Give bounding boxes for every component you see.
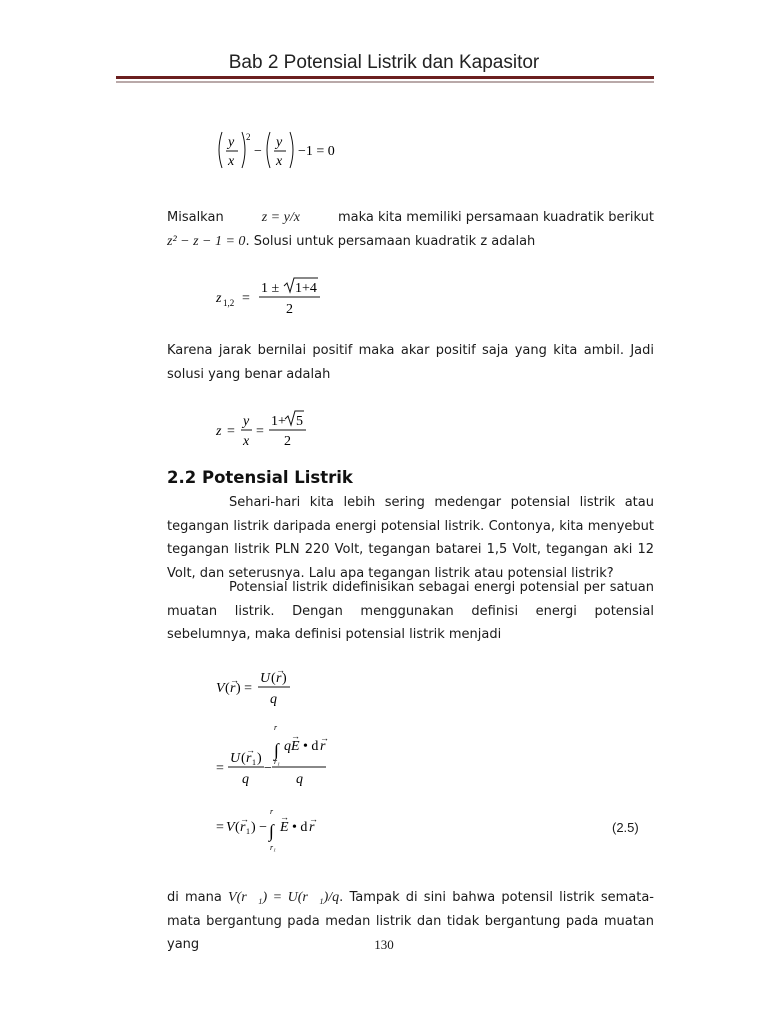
text-misalkan: Misalkan [167,210,224,225]
svg-text:→: → [230,675,239,685]
svg-text:U: U [230,751,241,766]
svg-text:y: y [243,414,250,429]
svg-text:1 ±: 1 ± [261,281,280,296]
svg-text:r: r [276,671,282,686]
text-di-mana: di mana [167,890,222,905]
svg-text:z: z [216,291,222,306]
svg-text:=: = [227,424,235,439]
svg-text:−1 = 0: −1 = 0 [298,144,335,159]
svg-text:x: x [276,154,283,169]
equation-quadratic-solution [214,275,324,319]
svg-text:• d: • d [303,739,319,754]
svg-text:2: 2 [284,434,291,449]
svg-text:→: → [320,733,329,743]
svg-text:−: − [254,144,262,159]
svg-text:r: r [240,820,246,835]
svg-text:y: y [228,135,235,150]
svg-text:1,2: 1,2 [223,298,235,308]
svg-text:r: r [246,751,252,766]
svg-text:→: → [276,668,285,675]
text-quadratic-intro: maka kita memiliki persamaan kuadratik berikut [337,210,654,225]
svg-text:∫: ∫ [269,821,274,841]
section-heading: 2.2 Potensial Listrik [167,468,353,487]
header-rule-dark [116,76,654,79]
svg-text:→: → [280,812,289,822]
svg-text:U: U [260,671,271,686]
svg-text:q: q [296,772,303,787]
equation-number: (2.5) [612,820,639,835]
paragraph-everyday-voltage: Sehari-hari kita lebih sering medengar potensial listrik atau tegangan listrik daripada energi potensial listrik. Contonya, kita menyebut tegangan listrik PLN 220 Volt, tegangan batarei 1,5 Volt, tegangan aki 12 Volt, dan seterusnya. Lalu apa tegangan listrik atau potensial listrik? [167,495,654,581]
svg-text:qE: qE [284,739,300,754]
inline-math-v-def: V(r⃗₁) = U(r⃗₁)/q [228,890,340,905]
svg-text:r₁: r₁ [270,843,276,852]
svg-text:5: 5 [296,414,303,429]
svg-text:• d: • d [292,820,308,835]
svg-text:y: y [276,135,283,150]
text-conclusion: . Tampak di sini bahwa potensil listrik semata-mata bergantung pada medan listrik dan tidak bergantung pada muatan yang [167,890,654,952]
svg-text:V: V [226,820,235,835]
svg-text:z: z [216,424,222,439]
svg-text:1+4: 1+4 [295,281,317,296]
svg-text:(: ( [271,671,276,686]
svg-text:V: V [216,681,225,696]
svg-text:) −: ) − [251,820,268,835]
svg-text:): ) [282,671,287,686]
equation-potential-derivation [214,668,344,858]
svg-text:2: 2 [246,132,251,142]
svg-text:x: x [243,434,250,449]
svg-text:1: 1 [252,758,256,767]
svg-text:∫: ∫ [274,740,279,760]
svg-text:r₁: r₁ [274,757,280,766]
svg-text:r: r [274,723,278,732]
svg-text:) =: ) = [236,681,253,696]
svg-text:r: r [270,807,274,816]
svg-text:2: 2 [286,302,293,317]
svg-text:=: = [242,291,250,306]
svg-text:r: r [230,681,236,696]
svg-text:): ) [257,751,262,766]
svg-text:1: 1 [246,827,250,836]
svg-text:(: ( [225,681,230,696]
inline-math-z-def: z = y/x [261,210,300,225]
svg-text:q: q [270,692,277,707]
svg-text:=: = [216,761,224,776]
text-solution-intro: . Solusi untuk persamaan kuadratik z adalah [245,233,536,249]
equation-golden-ratio [214,409,314,453]
page-number: 130 [374,937,394,952]
svg-text:r: r [320,739,326,754]
svg-text:1+: 1+ [271,414,286,429]
svg-text:→: → [240,814,249,824]
running-header: Bab 2 Potensial Listrik dan Kapasitor [228,52,540,73]
svg-text:−: − [264,761,272,776]
svg-text:q: q [242,772,249,787]
svg-text:(: ( [241,751,246,766]
inline-math-quadratic: z² − z − 1 = 0 [167,233,246,249]
header-rule-light [116,81,654,83]
svg-text:E: E [280,820,289,835]
svg-text:r: r [309,820,315,835]
paragraph-positive-root: Karena jarak bernilai positif maka akar positif saja yang kita ambil. Jadi solusi yang benar adalah [167,343,654,382]
svg-text:(: ( [235,820,240,835]
svg-text:→: → [309,814,318,824]
paragraph-potential-definition: Potensial listrik didefinisikan sebagai energi potensial per satuan muatan listrik. Dengan menggunakan definisi energi potensial sebelumnya, maka definisi potensial listrik menjadi [167,580,654,642]
svg-text:=: = [216,820,224,835]
svg-text:x: x [228,154,235,169]
equation-quadratic-ratio [214,128,354,176]
svg-text:→: → [246,745,255,755]
paragraph-substitution [167,206,654,253]
svg-text:→: → [291,731,300,741]
svg-text:=: = [256,424,264,439]
